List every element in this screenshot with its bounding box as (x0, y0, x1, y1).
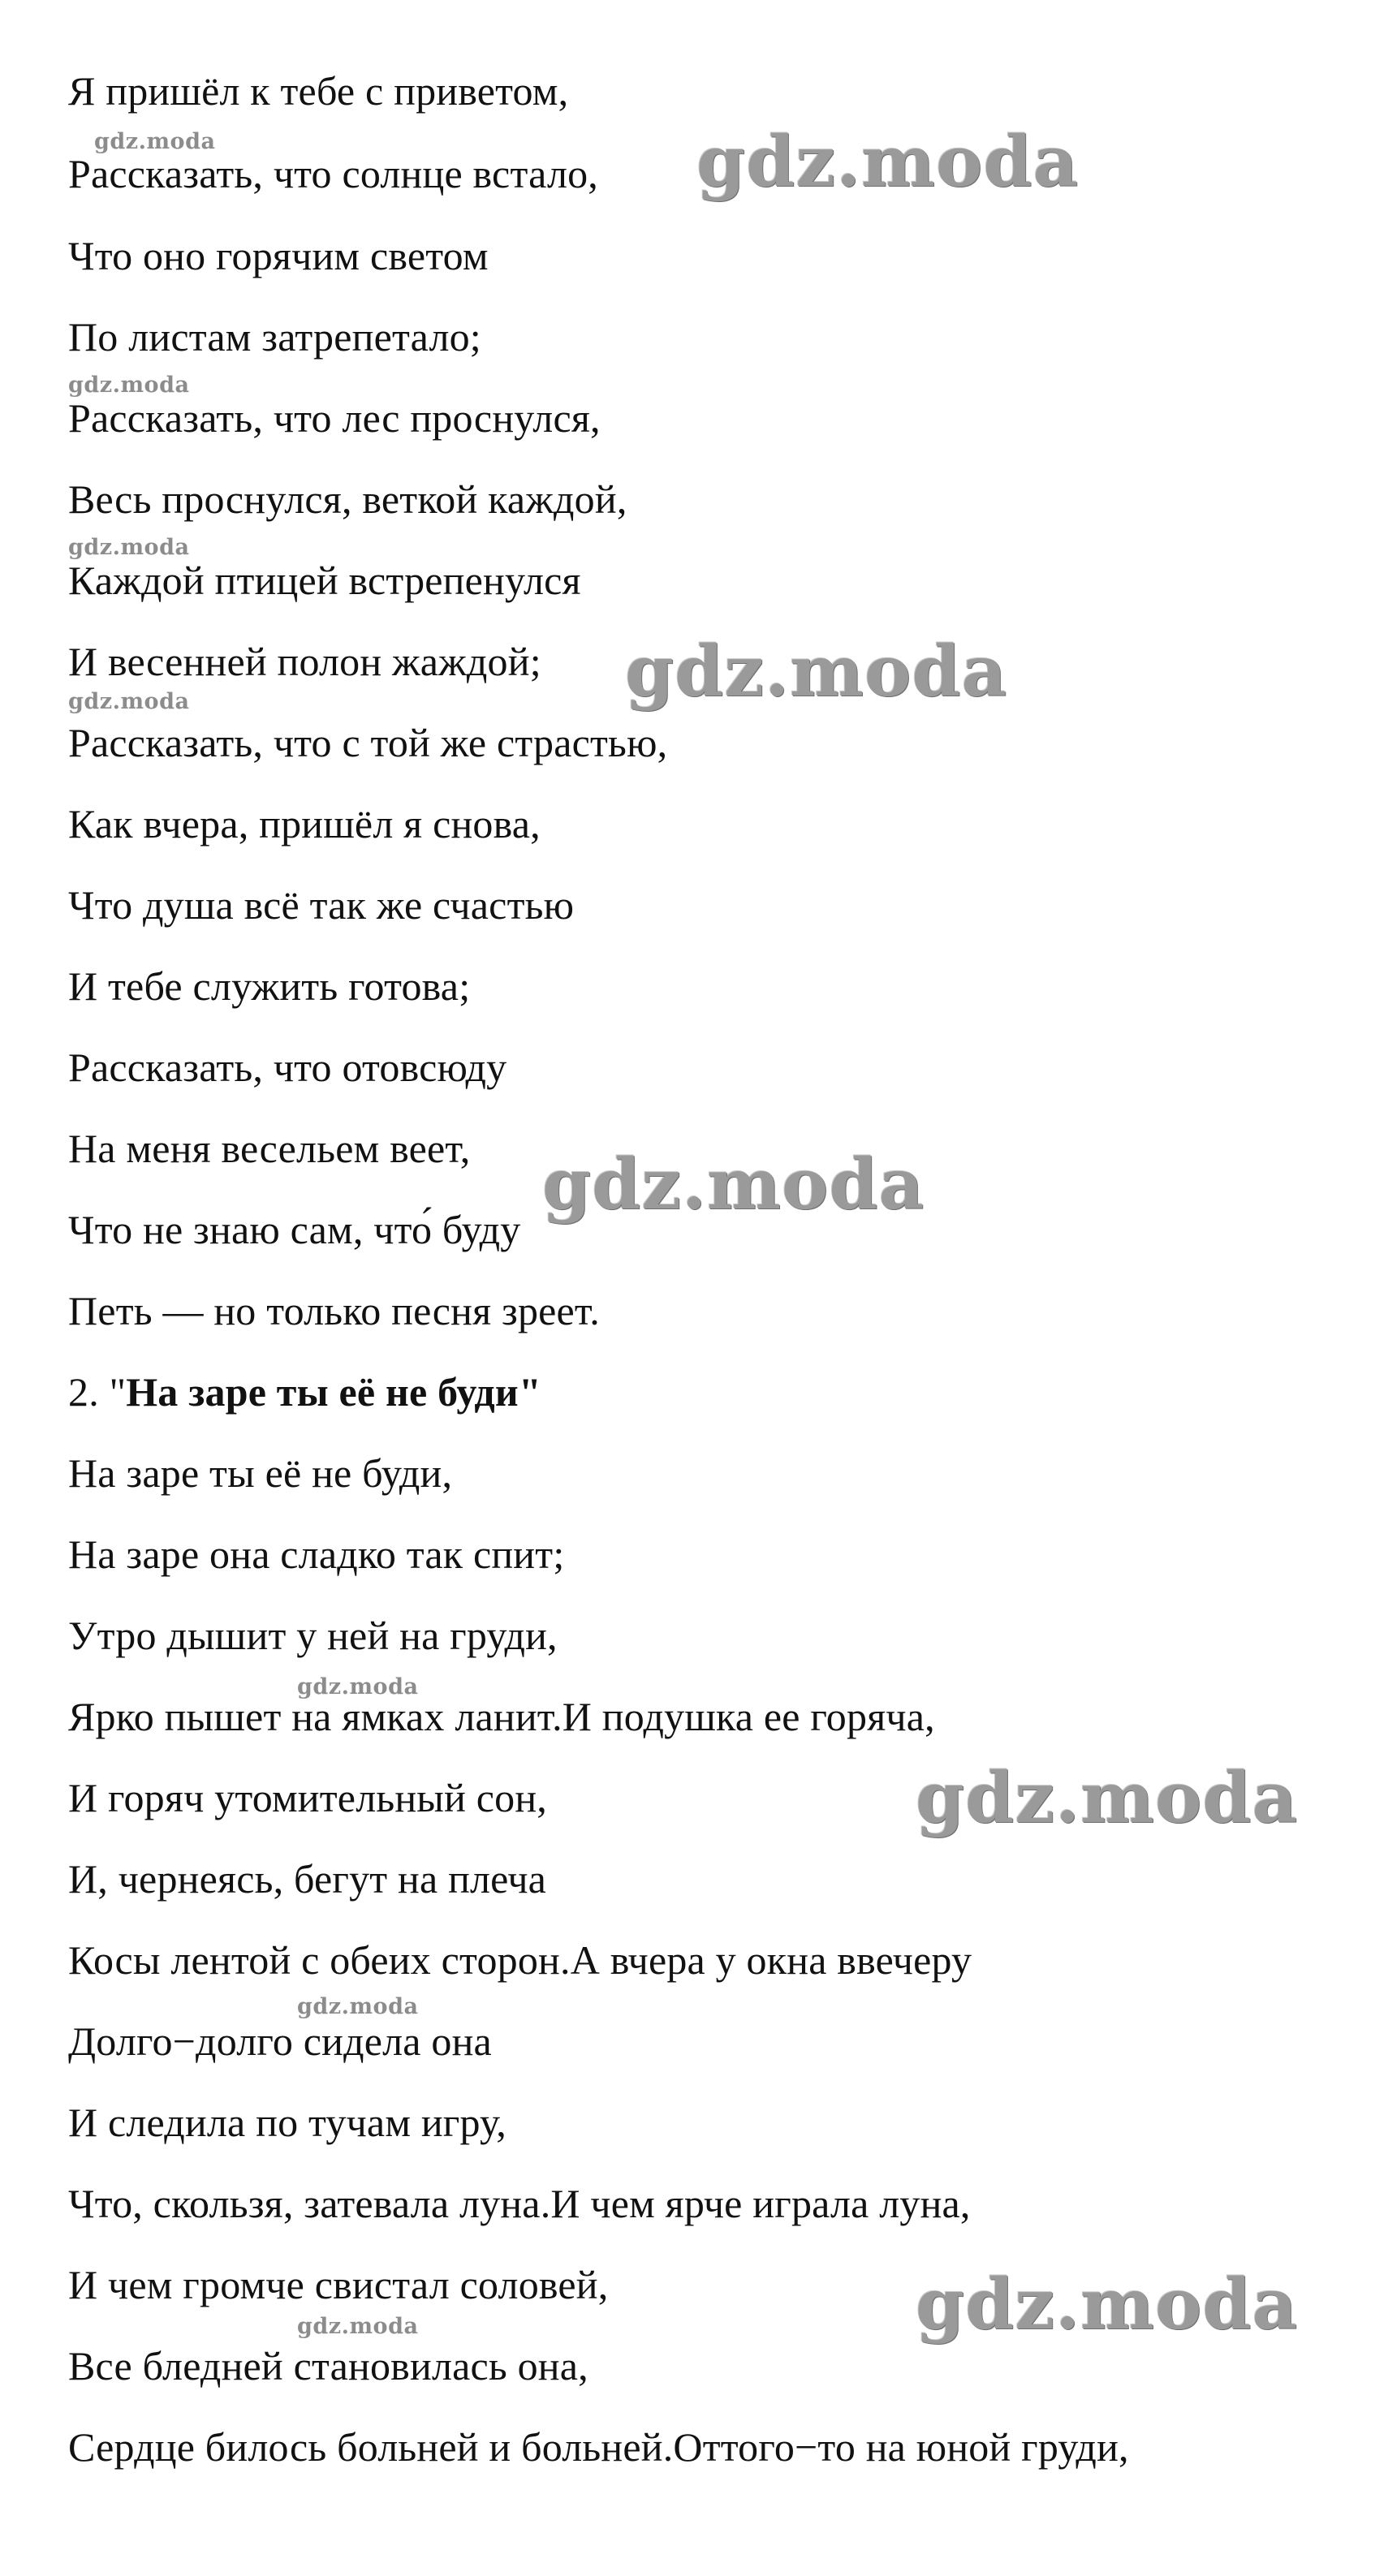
watermark-large: gdz.moda (542, 1144, 925, 1226)
watermark-small: gdz.moda (297, 1994, 419, 2019)
poem-line-15: Что не знаю сам, что́ буду (68, 1207, 521, 1252)
poem2-line-3: Утро дышит у ней на груди, (68, 1613, 558, 1658)
poem-line-8: И весенней полон жаждой; (68, 639, 541, 684)
section-number: 2. " (68, 1369, 127, 1415)
poem2-line-2: На заре она сладко так спит; (68, 1531, 565, 1577)
watermark-small: gdz.moda (68, 535, 190, 560)
watermark-large: gdz.moda (625, 631, 1008, 713)
poem2-line-11: И чем громче свистал соловей, (68, 2262, 609, 2307)
watermark-small: gdz.moda (68, 689, 190, 714)
poem2-line-9: И следила по тучам игру, (68, 2100, 506, 2145)
poem-line-12: И тебе служить готова; (68, 963, 471, 1009)
watermark-large: gdz.moda (916, 2264, 1299, 2346)
poem-line-2: Рассказать, что солнце встало, (68, 151, 598, 196)
poem-line-6: Весь проснулся, веткой каждой, (68, 476, 627, 522)
poem2-line-13: Сердце билось больней и больней.Оттого−то на юной груди, (68, 2424, 1129, 2470)
poem-line-10: Как вчера, пришёл я снова, (68, 801, 541, 846)
watermark-small: gdz.moda (297, 2314, 419, 2339)
poem-line-5: Рассказать, что лес проснулся, (68, 395, 601, 441)
poem2-line-1: На заре ты её не буди, (68, 1450, 453, 1496)
poem-line-11: Что душа всё так же счастью (68, 882, 575, 928)
poem-line-4: По листам затрепетало; (68, 314, 481, 360)
watermark-large: gdz.moda (916, 1757, 1299, 1839)
poem2-line-10: Что, скользя, затевала луна.И чем ярче играла луна, (68, 2181, 971, 2226)
poem2-line-7: Косы лентой с обеих сторон.А вчера у окна ввечеру (68, 1937, 972, 1983)
poem2-line-6: И, чернеясь, бегут на плеча (68, 1856, 547, 1902)
poem-line-14: На меня весельем веет, (68, 1126, 471, 1171)
poem-line-16: Петь — но только песня зреет. (68, 1288, 600, 1333)
poem-line-7: Каждой птицей встрепенулся (68, 558, 581, 603)
poem2-line-8: Долго−долго сидела она (68, 2018, 492, 2064)
watermark-small: gdz.moda (68, 373, 190, 398)
poem2-line-4: Ярко пышет на ямках ланит.И подушка ее горяча, (68, 1694, 935, 1739)
section-close-quote: " (518, 1369, 541, 1415)
watermark-small: gdz.moda (94, 129, 216, 154)
poem2-line-12: Все бледней становилась она, (68, 2343, 588, 2389)
section-heading (68, 1368, 541, 1416)
poem2-line-5: И горяч утомительный сон, (68, 1775, 548, 1820)
watermark-large: gdz.moda (696, 121, 1080, 203)
poem-line-3: Что оно горячим светом (68, 233, 489, 278)
poem-line-1: Я пришёл к тебе с приветом, (68, 68, 569, 114)
poem-line-13: Рассказать, что отовсюду (68, 1045, 507, 1090)
section-title: На заре ты её не буди (126, 1369, 519, 1415)
poem-line-9: Рассказать, что с той же страстью, (68, 720, 668, 765)
watermark-small: gdz.moda (297, 1674, 419, 1699)
